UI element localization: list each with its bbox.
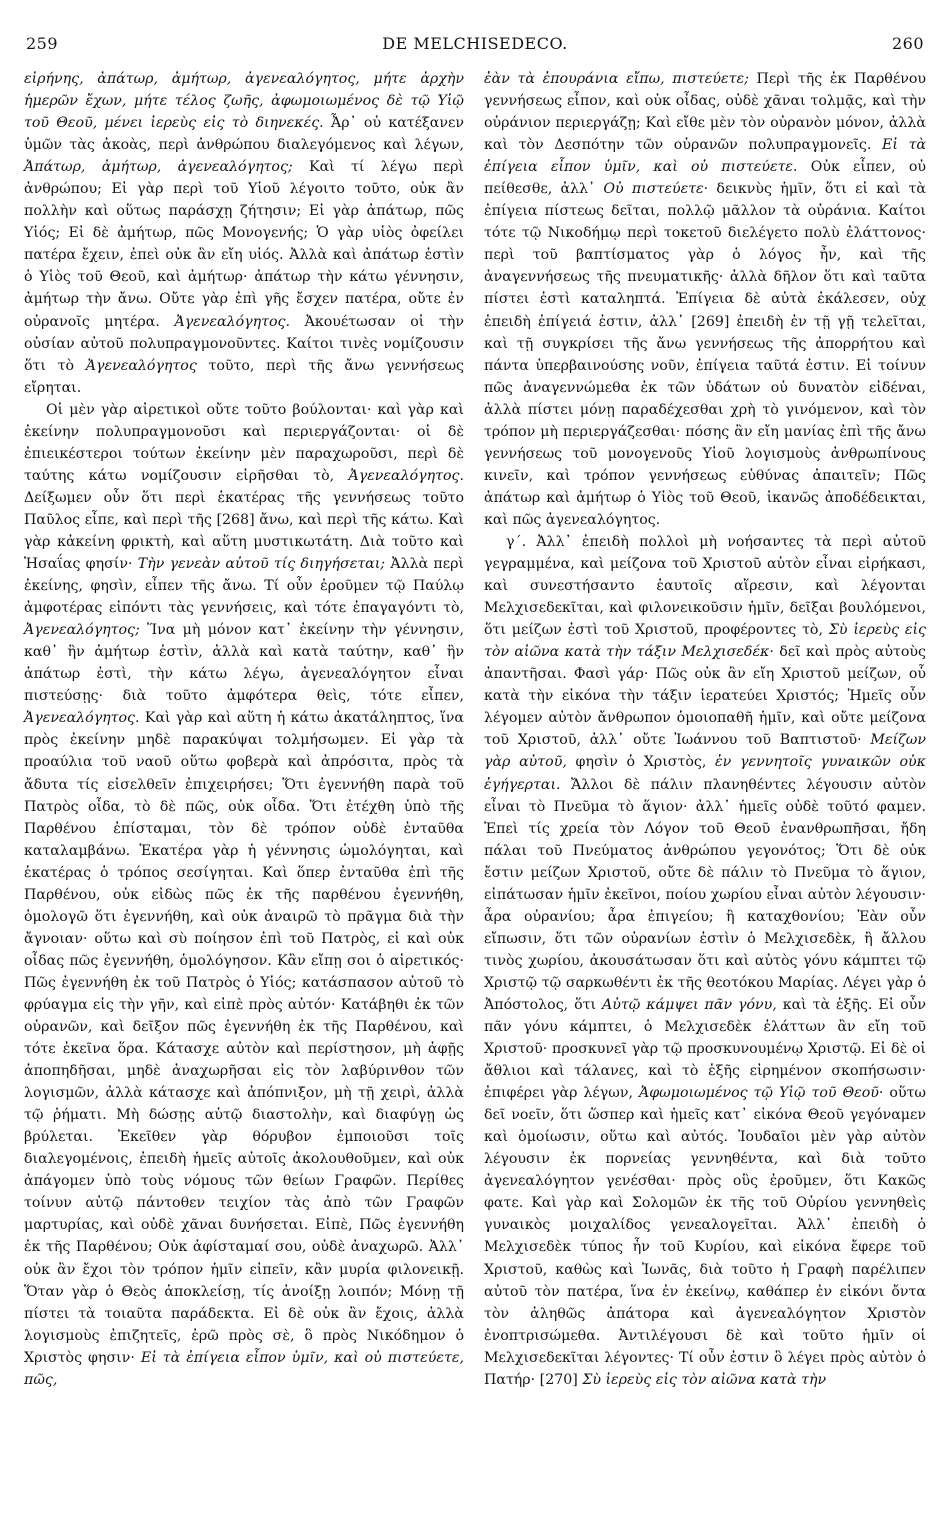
text-run: Οὐκ εἶπεν, οὐ πείθεσθε, ἀλλ᾽ [484, 159, 926, 198]
text-run: δεικνὺς ἡμῖν, ὅτι εἰ καὶ τὰ ἐπίγεια πίστεως δεῖται, πολλῷ μᾶλλον τὰ οὐράνια. Καίτοι τότε τῷ Νικοδήμῳ περὶ τοκετοῦ διελέγετο πολὺ ἐλάττονος· περὶ τοῦ βαπτίσματος γὰρ ὁ λόγος ἦν, καὶ τῆς ἀναγεννήσεως τῆς πνευματικῆς· ἀλλὰ δῆλον ὅτι καὶ ταῦτα πίστει ἐστὶ καταληπτά. Ἐπίγεια δὲ αὐτὰ ἐκάλεσεν, οὐχ ἐπειδὴ ἐπίγειά ἐστιν, ἀλλ᾽ [269] ἐπειδὴ ἐν τῇ γῇ τελεῖται, καὶ τῇ συγκρίσει τῆς ἄνω γεννήσεως τῆς ἀπορρήτου καὶ πάντα ὑπερβαινούσης νοῦν, ἐπίγεια ταῦτά ἐστιν. Εἰ τοίνυν πῶς ἀναγεννώμεθα ἐκ τῶν ὑδάτων οὐ δυνατὸν εἰδέναι, ἀλλὰ πίστει μόνῃ παραδέχεσθαι χρὴ τὸ γινόμενον, καὶ τὸν τρόπον μὴ περιεργάζεσθαι· πόσης ἂν εἴη μανίας ἐπὶ τῆς ἄνω γεννήσεως τοῦ μονογενοῦς Υἱοῦ λογισμοὺς ἀνθρωπίνους κινεῖν, καὶ τρόπον γεννήσεως εὐθύνας ἀπαιτεῖν; Πῶς ἀπάτωρ καὶ ἀμήτωρ ὁ Υἱὸς τοῦ Θεοῦ, ἱκανῶς ἀποδέδεικται, καὶ πῶς ἀγενεαλόγητος. [484, 181, 926, 528]
text-run: τοῦτο, περὶ τῆς ἄνω γεννήσεως εἴρηται. [24, 357, 464, 396]
right-column [484, 68, 926, 1391]
italic-text-run: Ἀγενεαλόγητος. [24, 710, 140, 727]
text-run: Καὶ γὰρ καὶ αὕτη ἡ κάτω ἀκατάληπτος, ἵνα πρὸς ἐκείνην μηδὲ παρακύψαι τολμήσωμεν. Εἰ γὰρ τὰ προαύλια τοῦ ναοῦ οὕτω φοβερὰ καὶ ἀπρόσιτα, πρὸς τὰ ἄδυτα τίς εἰσελθεῖν ἐπιχειρήσει; Ὅτι ἐγεννήθη παρὰ τοῦ Πατρὸς οἶδα, τὸ δὲ πῶς, οὐκ οἶδα. Ὅτι ἐτέχθη ὑπὸ τῆς Παρθένου ἐπίσταμαι, τὸν δὲ τρόπον οὐδὲ ἐνταῦθα καταλαμβάνω. Ἑκατέρα γὰρ ἡ γέννησις ὡμολόγηται, καὶ ἑκατέρας ὁ τρόπος σεσίγηται. Καὶ ὅπερ ἐνταῦθα ἐπὶ τῆς Παρθένου, οὐκ εἰδὼς πῶς ἐκ τῆς παρθένου ἐγεννήθη, ὁμολογῶ ὅτι ἐγεννήθη, καὶ οὐκ ἀναιρῶ τὸ πρᾶγμα διὰ τὴν ἄγνοιαν· οὕτω καὶ σὺ ποίησον ἐπὶ τοῦ Πατρὸς, εἰ καὶ οὐκ οἶδας πῶς ἐγεννήθη, ὁμολόγησον. Κἂν εἴπῃ σοι ὁ αἱρετικός· Πῶς ἐγεννήθη ἐκ τοῦ Πατρὸς ὁ Υἱός; κατάσπασον αὐτοῦ τὸ φρύαγμα εἰς τὴν γῆν, καὶ εἰπὲ πρὸς αὐτόν· Κατάβηθι ἐκ τῶν οὐρανῶν, καὶ δεῖξον πῶς ἐγεννήθη ἐκ τῆς Παρθένου, καὶ τότε ἐκεῖνα ὅρα. Κάτασχε αὐτὸν καὶ περίστησον, μὴ ἀφῇς ἀποπηδῆσαι, μηδὲ ἀναχωρῆσαι εἰς τὸν λαβύρινθον τῶν λογισμῶν, ἀλλὰ κάτασχε καὶ ἀπόπνιξον, μὴ τῇ χειρὶ, ἀλλὰ τῷ ῥήματι. Μὴ δώσῃς αὐτῷ διαστολὴν, καὶ διαφύγῃ ὡς βρύλεται. Ἐκεῖθεν γὰρ θόρυβον ἐμποιοῦσι τοῖς διαλεγομένοις, ἐπειδὴ ἡμεῖς αὐτοῖς ἀκολουθοῦμεν, καὶ οὐκ ἀπάγομεν ὑπὸ τοὺς νόμους τῶν θείων Γραφῶν. Περίθες τοίνυν αὐτῷ πάντοθεν τειχίον τὰς ἀπὸ τῶν Γραφῶν μαρτυρίας, καὶ οὐδὲ χᾶναι δυνήσεται. Εἰπὲ, Πῶς ἐγεννήθη ἐκ τῆς Παρθένου; Οὐκ ἀφίσταμαί σου, οὐδὲ ἀναχωρῶ. Ἀλλ᾽ οὐκ ἂν ἔχοι τὸν τρόπον ἡμῖν εἰπεῖν, κἂν μυρία φιλονεικῇ. Ὅταν γὰρ ὁ Θεὸς ἀποκλείσῃ, τίς ἀνοίξῃ λοιπόν; Μόνῃ τῇ πίστει τὰ τοιαῦτα παράδεκτα. Εἰ δὲ οὐκ ἂν ἔχοις, ἀλλὰ λογισμοὺς ἐπιζητεῖς, ἐρῶ πρὸς σὲ, ὃ πρὸς Νικόδημον ὁ Χριστὸς φησιν· [24, 710, 464, 1366]
page-number-right: 260 [891, 34, 924, 53]
italic-text-run: ἐν γεννητοῖς γυναικῶν οὐκ ἐγήγερται. [484, 754, 926, 793]
text-run: Ἀκουέτωσαν οἱ τὴν οὐσίαν αὐτοῦ πολυπραγμονοῦντες. Καίτοι τινὲς νομίζουσιν ὅτι τὸ [24, 313, 464, 374]
italic-text-run: Ἀγενεαλόγητος [85, 357, 197, 374]
paragraph [484, 531, 926, 1391]
text-run: γ΄. Ἀλλ᾽ ἐπειδὴ πολλοὶ μὴ νοήσαντες τὰ περὶ αὐτοῦ γεγραμμένα, καὶ μείζονα τοῦ Χριστοῦ αὐτὸν εἶναι εἰρήκασι, καὶ συνεστήσαντο ἑαυτοῖς αἵρεσιν, καὶ λέγονται Μελχισεδεκῖται, καὶ φιλονεικοῦσιν ἡμῖν, δεῖξαι βουλόμενοι, ὅτι μείζων ἐστὶ τοῦ Χριστοῦ, προφέροντες τὸ, [484, 533, 926, 639]
italic-text-run: Αὐτῷ κάμψει πᾶν γόνυ, [602, 996, 777, 1013]
paragraph [24, 399, 464, 1391]
text-run: Καὶ τί λέγω περὶ ἀνθρώπου; Εἰ γὰρ περὶ τοῦ Υἱοῦ λέγοιτο τοῦτο, οὐκ ἂν πολλὴν καὶ οὕτως παράσχῃ ζήτησιν; Εἰ γὰρ ἀπάτωρ, πῶς Υἱός; Εἰ δὲ ἀμήτωρ, πῶς Μονογενής; Ὁ γὰρ υἱὸς ὀφείλει πατέρα ἔχειν, ἐπεὶ οὐκ ἂν εἴη υἱός. Ἀλλὰ καὶ ἀπάτωρ ἐστὶν ὁ Υἱὸς τοῦ Θεοῦ, καὶ ἀμήτωρ· ἀπάτωρ τὴν κάτω γέννησιν, ἀμήτωρ τὴν ἄνω. Οὔτε γὰρ ἐπὶ γῆς ἔσχεν πατέρα, οὔτε ἐν οὐρανοῖς μητέρα. [24, 159, 464, 330]
italic-text-run: Ἀπάτωρ, ἀμήτωρ, ἀγενεαλόγητος; [24, 159, 293, 176]
italic-text-run: Ἀγενεαλόγητος; [24, 622, 140, 639]
text-run: Ἀλλὰ περὶ ἐκείνης, φησὶν, εἶπεν τῆς ἄνω. Τί οὖν ἐροῦμεν τῷ Παύλῳ ἀμφοτέρας εἰπόντι τὰς γεννήσεις, καὶ τότε ἐπαγαγόντι τὸ, [24, 556, 464, 617]
paragraph [24, 68, 464, 399]
text-run: φησὶν ὁ Χριστὸς, [566, 754, 716, 771]
text-run: Δείξωμεν οὖν ὅτι περὶ ἑκατέρας τῆς γεννήσεως τοῦτο Παῦλος εἶπε, καὶ περὶ τῆς [268] ἄνω, καὶ περὶ τῆς κάτω. Καὶ γὰρ κἀκείνη φρικτὴ, καὶ αὕτη μυστικωτάτη. Διὰ τοῦτο καὶ Ἡσαΐας φησίν· [24, 489, 464, 573]
italic-text-run: εἰρήνης, ἀπάτωρ, ἀμήτωρ, ἀγενεαλόγητος, μήτε ἀρχὴν ἡμερῶν ἔχων, μήτε τέλος ζωῆς, ἀφωμοιωμένος δὲ τῷ Υἱῷ τοῦ Θεοῦ, μένει ἱερεὺς εἰς τὸ διηνεκές. [24, 71, 464, 132]
italic-text-run: ἐὰν τὰ ἐπουράνια εἴπω, πιστεύετε; [484, 71, 749, 87]
running-title: DE MELCHISEDECO. [382, 34, 568, 53]
text-run: Οἱ μὲν γὰρ αἱρετικοὶ οὔτε τοῦτο βούλονται· καὶ γὰρ καὶ ἐκείνην πολυπραγμονοῦσι καὶ περιεργάζονται· οἱ δὲ ἐπιεικέστεροι τούτων ἐκείνην μὲν παραχωροῦσι, περὶ δὲ ταύτης κάτω νομίζουσιν εἰρῆσθαι τὸ, [24, 401, 464, 484]
italic-text-run: Ἀγενεαλόγητος. [174, 313, 290, 330]
text-run: Ἵνα μὴ μόνον κατ᾽ ἐκείνην τὴν γέννησιν, καθ᾽ ἣν ἀμήτωρ ἐστὶν, ἀλλὰ καὶ κατὰ ταύτην, καθ᾽ ἣν ἀπάτωρ ἐστὶ, τὴν κάτω λέγω, ἀγενεαλόγητον εἶναι πιστεύσῃς· διὰ τοῦτο ἀμφότερα θεὶς, τότε εἶπεν, [24, 622, 464, 705]
text-run: δεῖ καὶ πρὸς αὐτοὺς ἀπαντῆσαι. Φασὶ γάρ· Πῶς οὐκ ἂν εἴη Χριστοῦ μείζων, οὗ κατὰ τὴν εἰκόνα τὴν τάξιν ἱερατεύει Χριστός; Ἡμεῖς οὖν λέγομεν αὐτὸν ἄνθρωπον ὁμοιοπαθῆ ἡμῖν, καὶ οὔτε μείζονα τοῦ Χριστοῦ, ἀλλ᾽ οὔτε Ἰωάννου τοῦ Βαπτιστοῦ· [484, 644, 926, 749]
page-number-left: 259 [26, 34, 59, 53]
italic-text-run: Σὺ ἱερεὺς εἰς τὸν αἰῶνα κατὰ τὴν τάξιν Μελχισεδέκ· [484, 622, 926, 661]
text-run: Ἆρ᾽ οὐ κατέξανεν ὑμῶν τὰς ἀκοὰς, περὶ ἀνθρώπου διαλεγόμενος καὶ λέγων, [24, 115, 464, 154]
italic-text-run: Μείζων γὰρ αὐτοῦ, [484, 732, 926, 771]
italic-text-run: Σὺ ἱερεὺς εἰς τὸν αἰῶνα κατὰ τὴν [582, 1371, 827, 1388]
paragraph [484, 68, 926, 531]
left-column [24, 68, 464, 1391]
text-run: Περὶ τῆς ἐκ Παρθένου γεννήσεως εἶπον, καὶ οὐκ οἶδας, οὐδὲ χᾶναι τολμᾷς, καὶ τὴν οὐράνιον περιεργάζῃ; Καὶ εἴθε μὲν τὸν οὐρανὸν μόνον, ἀλλὰ καὶ τὸν Δεσπότην τῶν οὐρανῶν πολυπραγμονεῖς. [484, 71, 926, 154]
italic-text-run: Ἀγενεαλόγητος. [348, 467, 464, 484]
italic-text-run: Ἀφωμοιωμένος τῷ Υἱῷ τοῦ Θεοῦ· [638, 1085, 884, 1102]
text-run: Ἄλλοι δὲ πάλιν πλανηθέντες λέγουσιν αὐτὸν εἶναι τὸ Πνεῦμα τὸ ἅγιον· ἀλλ᾽ ἡμεῖς οὐδὲ τοῦτό φαμεν. Ἐπεὶ τίς χρεία τὸν Λόγον τοῦ Θεοῦ ἐνανθρωπῆσαι, ἤδη πάλαι τοῦ Πνεύματος ἀνθρώπου γεγονότος; Ὅτι δὲ οὐκ ἔστιν μείζων Χριστοῦ, οὔτε δὲ πάλιν τὸ Πνεῦμα τὸ ἅγιον, εἰπάτωσαν ἡμῖν ἐκεῖνοι, ποίου χωρίου εἶναι αὐτὸν λέγουσιν· ἆρα οὐρανίου; ἆρα ἐπιγείου; ἢ καταχθονίου; Ἐὰν οὖν εἴπωσιν, ὅτι τῶν οὐρανίων ἐστὶν ὁ Μελχισεδὲκ, ἢ ἄλλου τινὸς χωρίου, ἀκουσάτωσαν ὅτι καὶ αὐτὸς γόνυ κάμπτει τῷ Χριστῷ τῷ σαρκωθέντι ἐκ τῆς θεοτόκου Μαρίας. Λέγει γὰρ ὁ Ἀπόστολος, ὅτι [484, 776, 926, 1013]
running-head [26, 34, 924, 58]
italic-text-run: Εἰ τὰ ἐπίγεια εἶπον ὑμῖν, καὶ οὐ πιστεύετε, πῶς, [24, 1349, 464, 1388]
text-run: καὶ τὰ ἑξῆς. Εἰ οὖν πᾶν γόνυ κάμπτει, ὁ Μελχισεδὲκ ἐλάττων ἂν εἴη τοῦ Χριστοῦ· προσκυνεῖ γὰρ τῷ προσκυνουμένῳ Χριστῷ. Εἰ δὲ οἱ ἄθλιοι καὶ τάλανες, καὶ τὸ ἑξῆς εἰρημένον σκοπήσωσιν· ἐπιφέρει γὰρ λέγων, [484, 996, 926, 1102]
italic-text-run: Οὐ πιστεύετε· [603, 181, 709, 198]
italic-text-run: Τὴν γενεὰν αὐτοῦ τίς διηγήσεται; [137, 556, 386, 573]
text-run: οὕτω δεῖ νοεῖν, ὅτι ὥσπερ καὶ ἡμεῖς κατ᾽ εἰκόνα Θεοῦ γεγόναμεν καὶ ὁμοίωσιν, οὕτω καὶ αὐτός. Ἰουδαῖοι μὲν γὰρ αὐτὸν λέγουσιν ἐκ πορνείας γεννηθέντα, καὶ διὰ τοῦτο ἀγενεαλόγητον γενέσθαι· πρὸς οὓς ἐροῦμεν, ὅτι Κακῶς φατε. Καὶ γὰρ καὶ Σολομῶν ἐκ τῆς τοῦ Οὐρίου γεννηθεὶς γυναικὸς μοιχαλίδος γενεαλογεῖται. Ἀλλ᾽ ἐπειδὴ ὁ Μελχισεδὲκ τύπος ἦν τοῦ Κυρίου, καὶ εἰκόνα ἔφερε τοῦ Χριστοῦ, καθὼς καὶ Ἰωνᾶς, διὰ τοῦτο ἡ Γραφὴ παρέλιπεν αὐτοῦ τὸν πατέρα, ἵνα ἐν ἐκείνῳ, καθάπερ ἐν εἰκόνι ὄντα τὸν ἀληθῶς ἀπάτορα καὶ ἀγενεαλόγητον Χριστὸν ἐνοπτρισώμεθα. Ἀντιλέγουσι δὲ καὶ τοῦτο ἡμῖν οἱ Μελχισεδεκῖται λέγοντες· Τί οὖν ἐστιν ὃ λέγει πρὸς αὐτὸν ὁ Πατήρ· [270] [484, 1085, 926, 1388]
italic-text-run: Εἰ τὰ ἐπίγεια εἶπον ὑμῖν, καὶ οὐ πιστεύετε. [484, 137, 927, 176]
